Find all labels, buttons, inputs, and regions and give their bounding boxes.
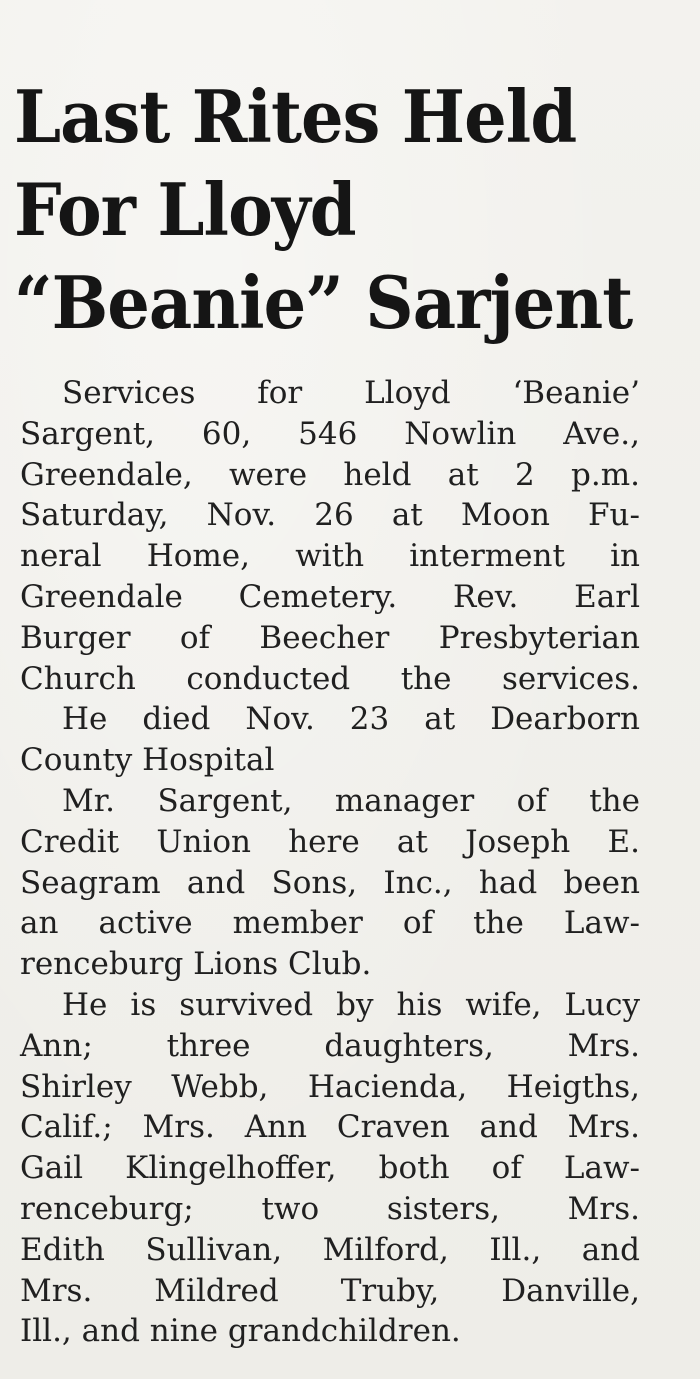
text-line: Church conducted the services. <box>20 660 640 697</box>
text-line: Ann; three daughters, Mrs. <box>20 1027 640 1064</box>
text-line: Edith Sullivan, Milford, Ill., and <box>20 1231 640 1268</box>
text-line: Ill., and nine grandchildren. <box>20 1313 461 1350</box>
text-line: renceburg; two sisters, Mrs. <box>20 1190 640 1227</box>
headline-line-1: Last Rites Held <box>14 74 577 159</box>
text-line: Seagram and Sons, Inc., had been <box>20 864 640 901</box>
text-line: Saturday, Nov. 26 at Moon Fu- <box>20 497 640 534</box>
text-line: neral Home, with interment in <box>20 538 640 575</box>
headline-line-2: For Lloyd <box>14 167 356 252</box>
text-line: renceburg Lions Club. <box>20 946 372 983</box>
text-line: He died Nov. 23 at Dearborn <box>62 701 640 738</box>
text-line: Shirley Webb, Hacienda, Heigths, <box>20 1068 640 1105</box>
paragraph-services <box>20 373 640 699</box>
paragraph-career <box>20 781 640 985</box>
text-line: Greendale Cemetery. Rev. Earl <box>20 578 640 615</box>
article-body <box>20 373 640 1352</box>
paragraph-survivors <box>20 985 640 1352</box>
text-line: an active member of the Law- <box>20 905 640 942</box>
text-line: Calif.; Mrs. Ann Craven and Mrs. <box>20 1109 640 1146</box>
text-line: Mr. Sargent, manager of the <box>62 782 640 819</box>
text-line: He is survived by his wife, Lucy <box>62 986 640 1023</box>
paragraph-death <box>20 699 640 781</box>
text-line: Greendale, were held at 2 p.m. <box>20 456 640 493</box>
text-line: Services for Lloyd ‘Beanie’ <box>62 375 640 411</box>
headline-line-3: “Beanie” Sarjent <box>14 260 633 345</box>
text-line: Gail Klingelhoffer, both of Law- <box>20 1150 640 1187</box>
text-line: Credit Union here at Joseph E. <box>20 823 640 860</box>
text-line: County Hospital <box>20 742 275 779</box>
text-line: Mrs. Mildred Truby, Danville, <box>20 1272 640 1309</box>
text-line: Sargent, 60, 546 Nowlin Ave., <box>20 415 640 452</box>
headline <box>14 70 643 349</box>
text-line: Burger of Beecher Presbyterian <box>20 619 640 656</box>
